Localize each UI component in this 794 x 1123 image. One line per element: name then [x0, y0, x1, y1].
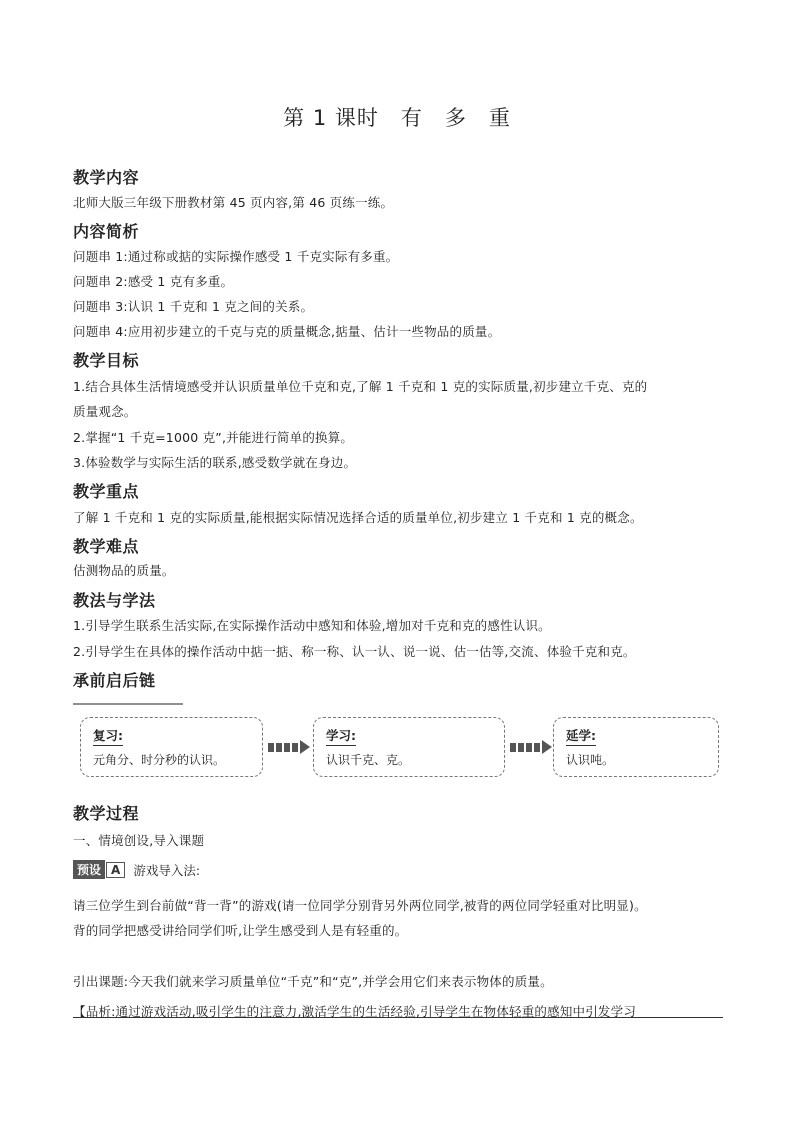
difficulties-text: 估测物品的质量。	[73, 563, 175, 578]
goal-item: 质量观念。	[73, 404, 137, 419]
badge-letter: A	[106, 862, 125, 878]
flow-box-extend	[553, 717, 719, 777]
process-paragraph: 请三位学生到台前做“背一背”的游戏(请一位同学分别背另外两位同学,被背的两位同学轻重对比明显)。	[73, 898, 647, 913]
heading-chain: 承前启后链	[73, 671, 156, 690]
badge-tag: 预设	[73, 860, 105, 879]
heading-process: 教学过程	[73, 804, 140, 823]
arrow-right-icon	[268, 740, 310, 754]
method-item: 2.引导学生在具体的操作活动中掂一掂、称一称、认一认、说一说、估一估等,交流、体验千克和克。	[73, 644, 636, 659]
process-paragraph: 引出课题:今天我们就来学习质量单位“千克”和“克”,并学会用它们来表示物体的质量。	[73, 974, 553, 989]
comment-text: 【品析:通过游戏活动,吸引学生的注意力,激活学生的生活经验,引导学生在物体轻重的感知中引发学习	[73, 1004, 637, 1019]
key-points-text: 了解 1 千克和 1 克的实际质量,能根据实际情况选择合适的质量单位,初步建立 1 千克和 1 克的概念。	[73, 510, 643, 525]
heading-key-points: 教学重点	[73, 482, 140, 501]
arrow-right-icon	[510, 740, 552, 754]
goal-item: 2.掌握“1 千克=1000 克”,并能进行简单的换算。	[73, 430, 354, 445]
process-paragraph: 背的同学把感受讲给同学们听,让学生感受到人是有轻重的。	[73, 923, 408, 938]
flow-text: 认识吨。	[566, 753, 615, 767]
flow-text: 元角分、时分秒的认识。	[93, 753, 226, 767]
heading-difficulties: 教学难点	[73, 537, 140, 556]
badge-text: 游戏导入法:	[133, 862, 201, 878]
goal-item: 1.结合具体生活情境感受并认识质量单位千克和克,了解 1 千克和 1 克的实际质量,初步建立千克、克的	[73, 379, 648, 394]
comment-underline	[73, 1017, 723, 1018]
heading-content: 教学内容	[73, 168, 140, 187]
heading-goals: 教学目标	[73, 351, 140, 370]
flow-box-review	[80, 717, 263, 777]
goal-item: 3.体验数学与实际生活的联系,感受数学就在身边。	[73, 455, 357, 470]
flow-head: 学习:	[326, 726, 356, 746]
analysis-item: 问题串 3:认识 1 千克和 1 克之间的关系。	[73, 299, 314, 314]
flow-box-learn	[313, 717, 505, 777]
flow-head: 延学:	[566, 726, 596, 746]
preset-badge	[73, 860, 200, 879]
lesson-title: 第 1 课时 有 多 重	[283, 106, 511, 130]
process-step: 一、情境创设,导入课题	[73, 833, 205, 848]
method-item: 1.引导学生联系生活实际,在实际操作活动中感知和体验,增加对千克和克的感性认识。	[73, 618, 551, 633]
heading-methods: 教法与学法	[73, 591, 156, 610]
flow-head: 复习:	[93, 726, 123, 746]
analysis-item: 问题串 2:感受 1 克有多重。	[73, 274, 234, 289]
analysis-item: 问题串 4:应用初步建立的千克与克的质量概念,掂量、估计一些物品的质量。	[73, 324, 501, 339]
heading-analysis: 内容简析	[73, 222, 140, 241]
content-text: 北师大版三年级下册教材第 45 页内容,第 46 页练一练。	[73, 195, 394, 210]
clipped-heading-residue	[73, 695, 183, 705]
analysis-item: 问题串 1:通过称或掂的实际操作感受 1 千克实际有多重。	[73, 249, 399, 264]
flow-text: 认识千克、克。	[326, 753, 411, 767]
